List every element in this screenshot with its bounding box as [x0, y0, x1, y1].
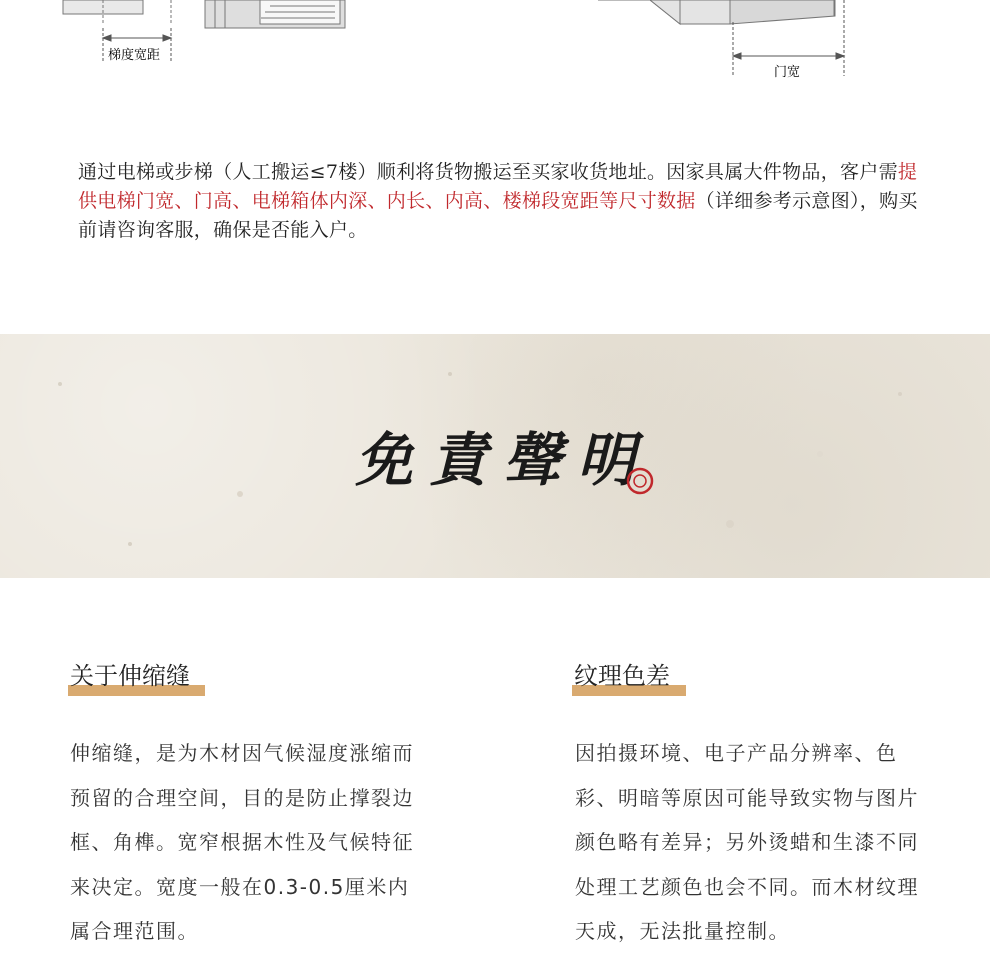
red-seal-icon: [624, 465, 656, 497]
delivery-notice: [78, 158, 918, 245]
door-width-label: 门宽: [774, 65, 801, 80]
delivery-notice-highlight: 提供电梯门宽、门高、电梯箱体内深、内长、内高、楼梯段宽距等尺寸数据: [78, 161, 918, 212]
delivery-notice-text: 通过电梯或步梯（人工搬运≤7楼）顺利将货物搬运至买家收货地址。因家具属大件物品，客户需: [78, 161, 898, 183]
section-title-expansion-joint: 关于伸缩缝: [70, 662, 190, 690]
section-body-expansion-joint: 伸缩缝，是为木材因气候湿度涨缩而预留的合理空间，目的是防止撑裂边框、角榫。宽窄根据木性及气候特征来决定。宽度一般在0.3-0.5厘米内属合理范围。: [70, 741, 414, 943]
section-body-grain-color: 因拍摄环境、电子产品分辨率、色彩、明暗等原因可能导致实物与图片颜色略有差异；另外烫蜡和生漆不同处理工艺颜色也会不同。而木材纹理天成，无法批量控制。: [575, 741, 919, 943]
stair-diagram: [55, 0, 355, 70]
door-illustration: [598, 0, 835, 24]
stair-gap-label: 梯度宽距: [108, 48, 161, 63]
door-diagram: [590, 0, 860, 85]
stair-illustration: [63, 0, 345, 28]
disclaimer-title: 免責聲明: [355, 426, 652, 494]
delivery-notice-text-end: （详细参考示意图），购买前请咨询客服，确保是否能入户。: [78, 190, 918, 241]
section-title-grain-color: 纹理色差: [574, 662, 670, 690]
